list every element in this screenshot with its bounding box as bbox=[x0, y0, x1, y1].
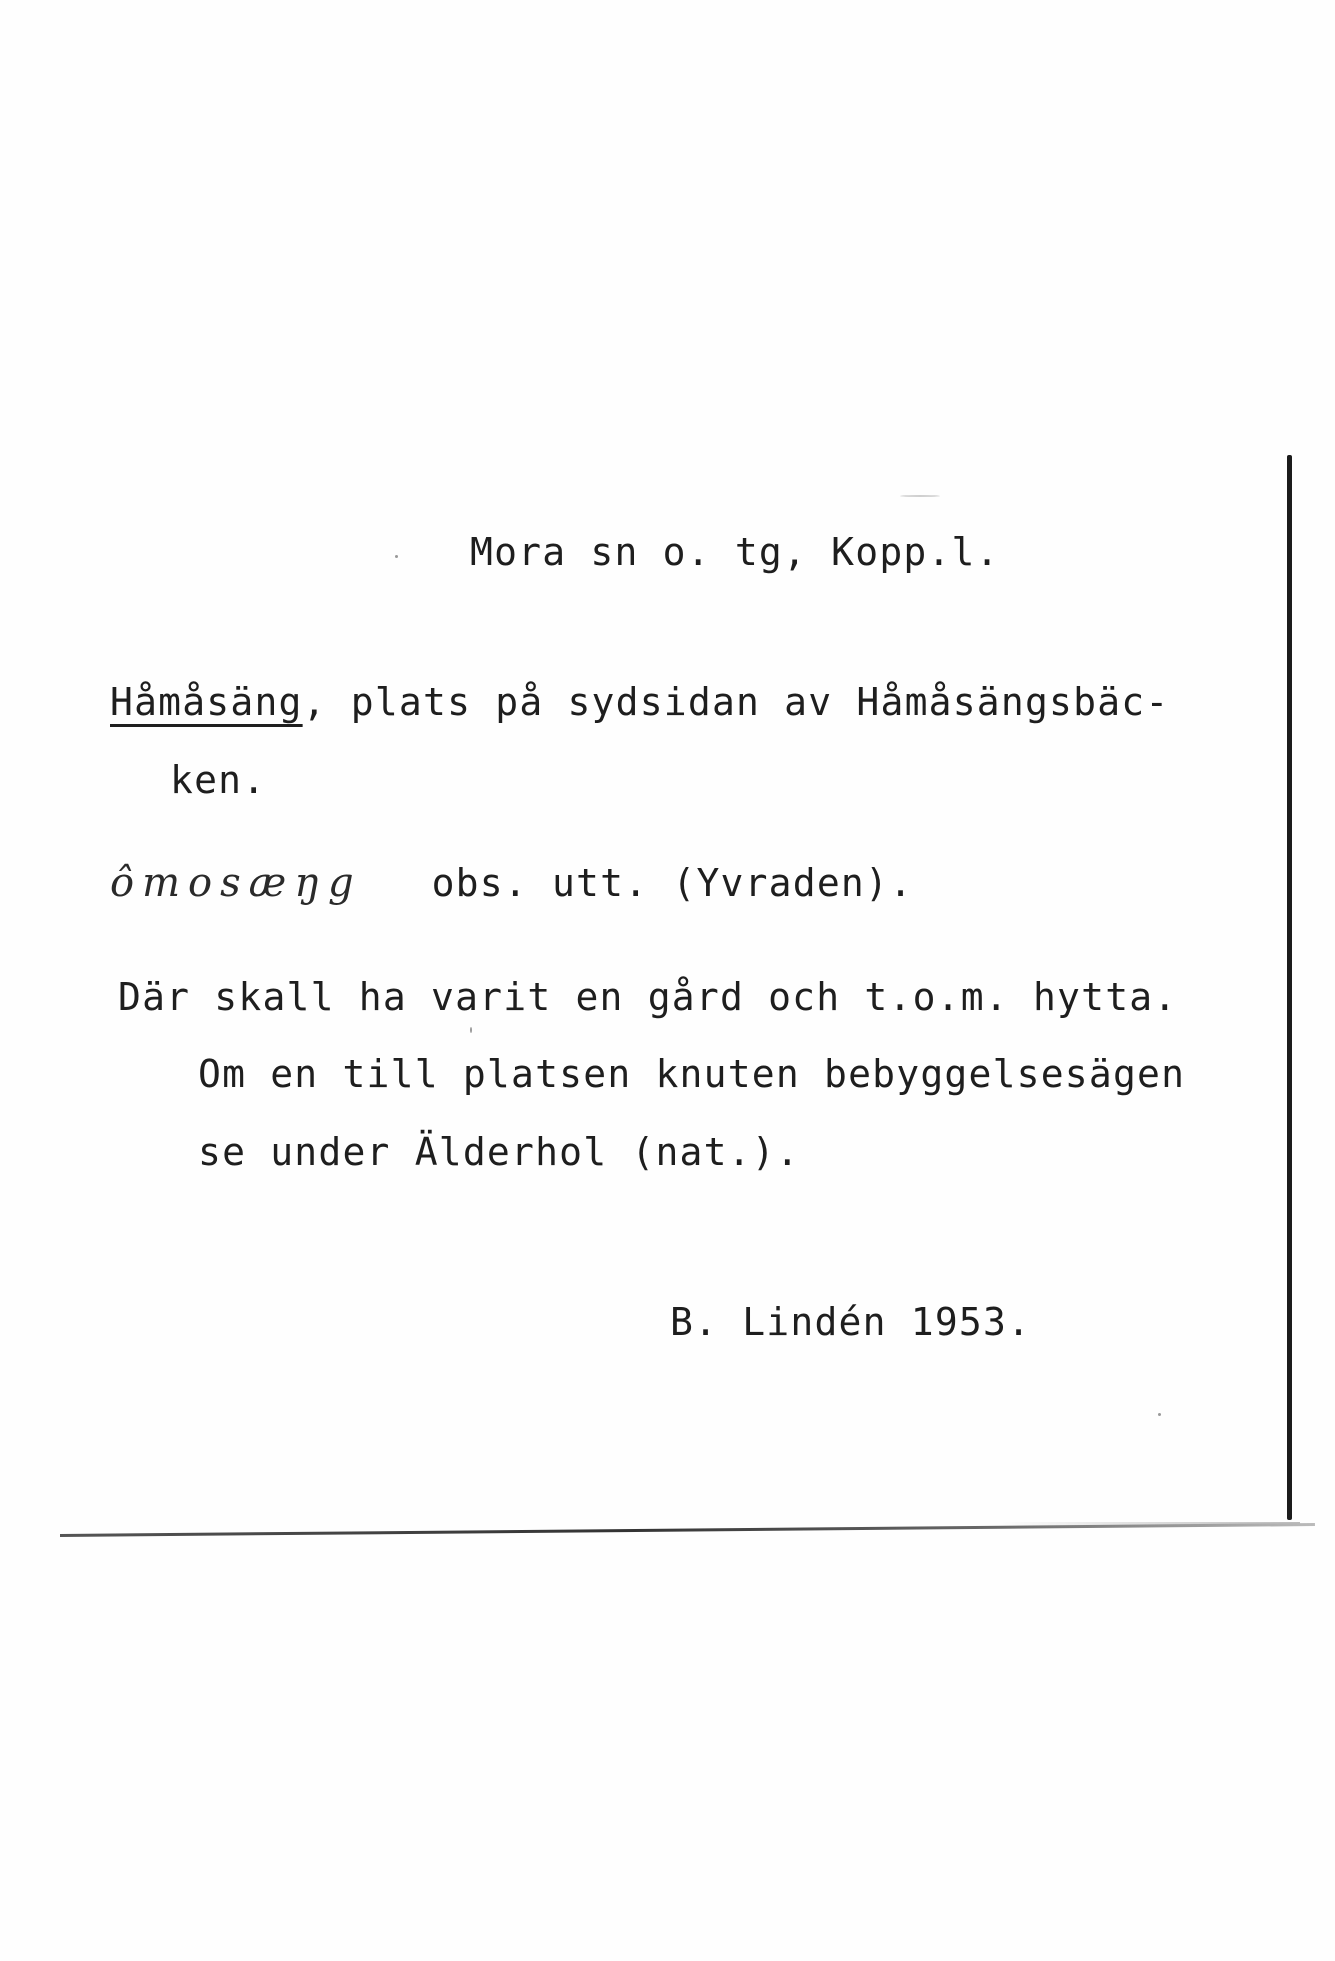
entry-definition-line-2: ken. bbox=[170, 758, 267, 802]
signature-line: B. Lindén 1953. bbox=[670, 1300, 1032, 1344]
card-bottom-edge bbox=[60, 1523, 1315, 1537]
scan-speck bbox=[900, 495, 940, 497]
pronunciation-row bbox=[110, 860, 913, 906]
handwritten-pronunciation: ômosæŋg bbox=[110, 860, 362, 906]
scan-speck bbox=[470, 1027, 472, 1033]
card-header-location: Mora sn o. tg, Kopp.l. bbox=[470, 530, 1000, 574]
entry-definition-line-1: , plats på sydsidan av Håmåsängsbäc- bbox=[302, 680, 1170, 724]
pronunciation-note: obs. utt. (Yvraden). bbox=[431, 861, 914, 905]
entry-headword: Håmåsäng bbox=[110, 680, 303, 724]
card-right-edge bbox=[1287, 455, 1292, 1520]
entry-line-1 bbox=[110, 680, 1169, 724]
body-line-2: Om en till platsen knuten bebyggelsesägen bbox=[198, 1052, 1186, 1096]
scan-speck bbox=[395, 555, 398, 558]
scan-speck bbox=[1158, 1413, 1161, 1416]
body-line-1: Där skall ha varit en gård och t.o.m. hytta. bbox=[118, 975, 1178, 1019]
body-line-3: se under Älderhol (nat.). bbox=[198, 1130, 800, 1174]
